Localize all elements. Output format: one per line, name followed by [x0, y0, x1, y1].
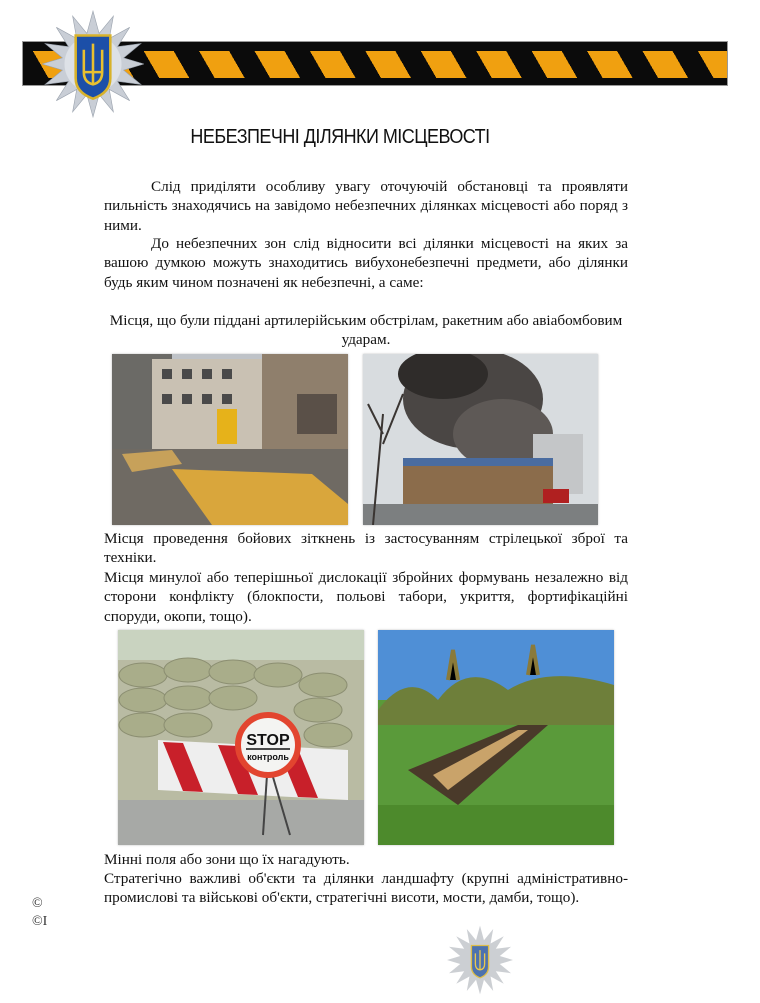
- stop-sign-subtext: контроль: [247, 752, 289, 762]
- hazard-item-minefields: Мінні поля або зони що їх нагадують.: [104, 851, 350, 868]
- police-star-emblem-small-icon: [447, 925, 513, 995]
- copyright-notice: [32, 895, 47, 931]
- trench-photo: [378, 630, 614, 845]
- hazard-item-combat: Місця проведення бойових зіткнень із застосуванням стрілецької зброї та техніки.: [104, 530, 628, 567]
- stop-sign-text: STOP: [246, 732, 290, 749]
- copyright-line-2: ©I: [32, 914, 48, 929]
- copyright-line-1: ©: [32, 896, 43, 911]
- hazard-item-shelling: Місця, що були піддані артилерійським обстрілам, ракетним або авіабомбовим ударам.: [109, 312, 623, 349]
- checkpoint-sandbags-photo: [118, 630, 364, 845]
- destroyed-building-photo: [112, 354, 348, 525]
- hazard-item-military-positions: Місця минулої або теперішньої дислокації збройних формувань незалежно від сторони конфлікту (блокпости, польові табори, укриття, фортифікаційні споруди, окопи, тощо).: [104, 569, 628, 625]
- police-star-emblem-icon: [42, 10, 144, 118]
- intro-paragraph-1: Слід приділяти особливу увагу оточуючій обстановці та проявляти пильність знаходячись на завідомо небезпечних ділянках місцевості або поряд з ними.: [104, 178, 628, 234]
- page-title: НЕБЕЗПЕЧНІ ДІЛЯНКИ МІСЦЕВОСТІ: [190, 126, 490, 148]
- intro-paragraph-2: До небезпечних зон слід відносити всі ділянки місцевості на яких за вашою думкою можуть знаходитись вибухонебезпечні предмети, або ділянки будь яким чином позначені як небезпечні, а саме:: [104, 235, 628, 291]
- hazard-item-strategic-objects: Стратегічно важливі об'єкти та ділянки ландшафту (крупні адміністративно-промислові та військові об'єкти, стратегічні висоти, мости, дамби, тощо).: [104, 870, 628, 907]
- shelled-building-smoke-photo: [363, 354, 598, 525]
